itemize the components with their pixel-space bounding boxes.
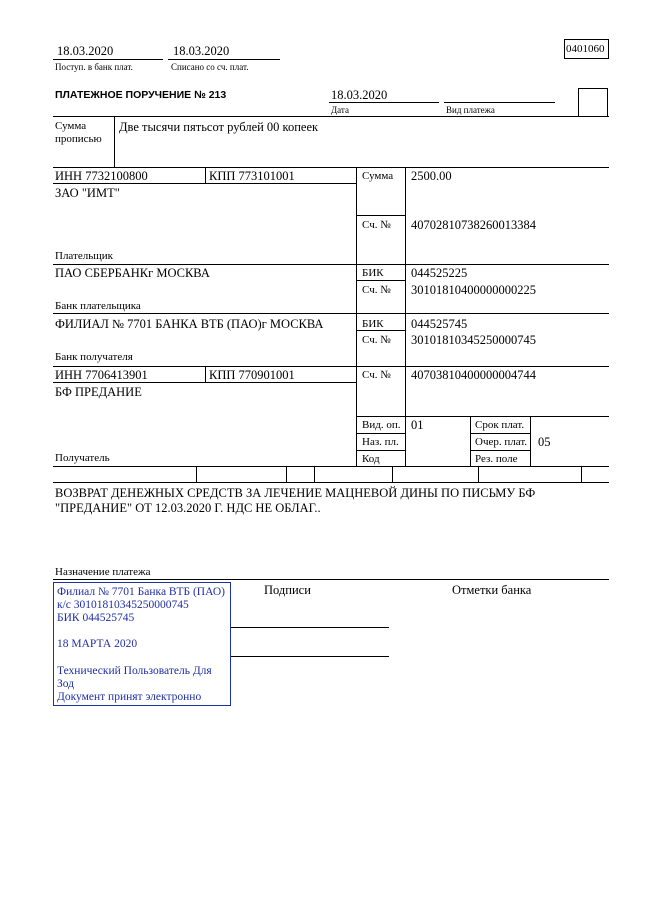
purpose-code-label: Наз. пл. bbox=[362, 436, 399, 448]
date-received-line bbox=[53, 59, 163, 60]
date-received-label: Поступ. в банк плат. bbox=[55, 62, 133, 72]
payer-bank-bik: 044525225 bbox=[411, 266, 468, 280]
payee-bank-name: ФИЛИАЛ № 7701 БАНКА ВТБ (ПАО)г МОСКВА bbox=[55, 317, 324, 331]
payment-type-label: Вид платежа bbox=[446, 105, 495, 115]
payer-inn: ИНН 7732100800 bbox=[55, 169, 148, 183]
payer-bottom-line bbox=[53, 264, 609, 265]
signature-line-1 bbox=[231, 627, 389, 628]
amount-words-label-1: Сумма bbox=[55, 120, 87, 132]
code-label: Код bbox=[362, 453, 380, 465]
payee-label: Получатель bbox=[55, 452, 110, 464]
payee-bank-label: Банк получателя bbox=[55, 351, 133, 363]
purpose-bottom-line bbox=[53, 579, 609, 580]
document-date-line bbox=[329, 102, 439, 103]
payer-bank-account: 30101810400000000225 bbox=[411, 283, 536, 297]
stamp-line-2: к/с 30101810345250000745 bbox=[57, 599, 189, 611]
document-date-label: Дата bbox=[331, 105, 349, 115]
bank-marks-label: Отметки банка bbox=[452, 583, 532, 597]
stamp-line-6: Зод bbox=[57, 678, 75, 690]
amount-words-value: Две тысячи пятьсот рублей 00 копеек bbox=[119, 120, 319, 134]
payee-inn-line bbox=[53, 382, 356, 383]
payee-inn-divider bbox=[205, 366, 206, 382]
payee-kpp: КПП 770901001 bbox=[209, 368, 295, 382]
op-type-label: Вид. оп. bbox=[362, 419, 401, 431]
payee-bik-bottom-line bbox=[356, 330, 405, 331]
payer-status-box bbox=[578, 88, 608, 117]
main-divider-2 bbox=[405, 167, 406, 467]
stamp-line-4: 18 МАРТА 2020 bbox=[57, 638, 138, 650]
tax-row-divider-4 bbox=[392, 466, 393, 482]
date-debited-line bbox=[168, 59, 280, 60]
purpose-line-2: "ПРЕДАНИЕ" ОТ 12.03.2020 Г. НДС НЕ ОБЛАГ.. bbox=[55, 501, 321, 515]
reserve-label: Рез. поле bbox=[475, 453, 518, 465]
purpose-label: Назначение платежа bbox=[55, 566, 151, 578]
pay-term-label: Срок плат. bbox=[475, 419, 525, 431]
codes-mid-line-3 bbox=[356, 450, 405, 451]
payer-top-line bbox=[53, 167, 609, 168]
document-title: ПЛАТЕЖНОЕ ПОРУЧЕНИЕ № 213 bbox=[55, 89, 227, 101]
signatures-label: Подписи bbox=[264, 583, 311, 597]
payer-amount-bottom-line bbox=[356, 215, 405, 216]
payer-amount-label: Сумма bbox=[362, 170, 394, 182]
stamp-line-1: Филиал № 7701 Банка ВТБ (ПАО) bbox=[57, 586, 225, 598]
tax-row-divider-1 bbox=[196, 466, 197, 482]
stamp-line-7: Документ принят электронно bbox=[57, 691, 202, 703]
payer-amount: 2500.00 bbox=[411, 169, 452, 183]
codes-mid-line-2 bbox=[470, 433, 530, 434]
payee-bank-account-label: Сч. № bbox=[362, 334, 391, 346]
amount-words-divider bbox=[114, 116, 115, 167]
tax-row-divider-3 bbox=[314, 466, 315, 482]
payer-account-label: Сч. № bbox=[362, 219, 391, 231]
document-date: 18.03.2020 bbox=[331, 88, 388, 102]
payer-bank-account-label: Сч. № bbox=[362, 284, 391, 296]
payer-bank-bik-label: БИК bbox=[362, 267, 384, 279]
form-code: 0401060 bbox=[566, 43, 605, 55]
amount-words-label-2: прописью bbox=[55, 133, 102, 145]
codes-divider-1 bbox=[470, 416, 471, 467]
payee-account: 40703810400000004744 bbox=[411, 368, 536, 382]
payer-account: 40702810738260013384 bbox=[411, 218, 536, 232]
payer-bank-name: ПАО СБЕРБАНКг МОСКВА bbox=[55, 266, 210, 280]
payee-inn: ИНН 7706413901 bbox=[55, 368, 148, 382]
date-debited-label: Списано со сч. плат. bbox=[171, 62, 249, 72]
payee-bank-account: 30101810345250000745 bbox=[411, 333, 536, 347]
payer-inn-divider bbox=[205, 167, 206, 183]
stamp-line-3: БИК 044525745 bbox=[57, 612, 135, 624]
tax-row-divider-5 bbox=[478, 466, 479, 482]
payer-label: Плательщик bbox=[55, 250, 113, 262]
payer-bank-label: Банк плательщика bbox=[55, 300, 141, 312]
codes-mid-line-1 bbox=[356, 433, 405, 434]
priority-value: 05 bbox=[538, 435, 551, 449]
bank-stamp bbox=[53, 582, 231, 706]
op-type-value: 01 bbox=[411, 418, 424, 432]
tax-row-divider-2 bbox=[286, 466, 287, 482]
priority-label: Очер. плат. bbox=[475, 436, 528, 448]
payee-bank-bik: 044525745 bbox=[411, 317, 468, 331]
main-divider-1 bbox=[356, 167, 357, 467]
date-received: 18.03.2020 bbox=[57, 44, 114, 58]
codes-divider-2 bbox=[530, 416, 531, 467]
amount-words-top-line bbox=[53, 116, 609, 117]
payer-kpp: КПП 773101001 bbox=[209, 169, 295, 183]
codes-top-line bbox=[356, 416, 609, 417]
tax-row-divider-6 bbox=[581, 466, 582, 482]
payment-type-line bbox=[444, 102, 555, 103]
payee-bank-bik-label: БИК bbox=[362, 318, 384, 330]
signature-line-2 bbox=[231, 656, 389, 657]
date-debited: 18.03.2020 bbox=[173, 44, 230, 58]
payee-bank-bottom-line bbox=[53, 366, 609, 367]
payer-name: ЗАО "ИМТ" bbox=[55, 186, 120, 200]
payer-inn-line bbox=[53, 183, 356, 184]
payee-name: БФ ПРЕДАНИЕ bbox=[55, 385, 142, 399]
tax-row-top-line bbox=[53, 466, 609, 467]
codes-mid-line-4 bbox=[470, 450, 530, 451]
stamp-line-5: Технический Пользователь Для bbox=[57, 665, 212, 677]
payer-bik-bottom-line bbox=[356, 280, 405, 281]
tax-row-bottom-line bbox=[53, 482, 609, 483]
purpose-line-1: ВОЗВРАТ ДЕНЕЖНЫХ СРЕДСТВ ЗА ЛЕЧЕНИЕ МАЦНЕВОЙ ДИНЫ ПО ПИСЬМУ БФ bbox=[55, 486, 536, 500]
payer-bank-bottom-line bbox=[53, 313, 609, 314]
payee-account-label: Сч. № bbox=[362, 369, 391, 381]
